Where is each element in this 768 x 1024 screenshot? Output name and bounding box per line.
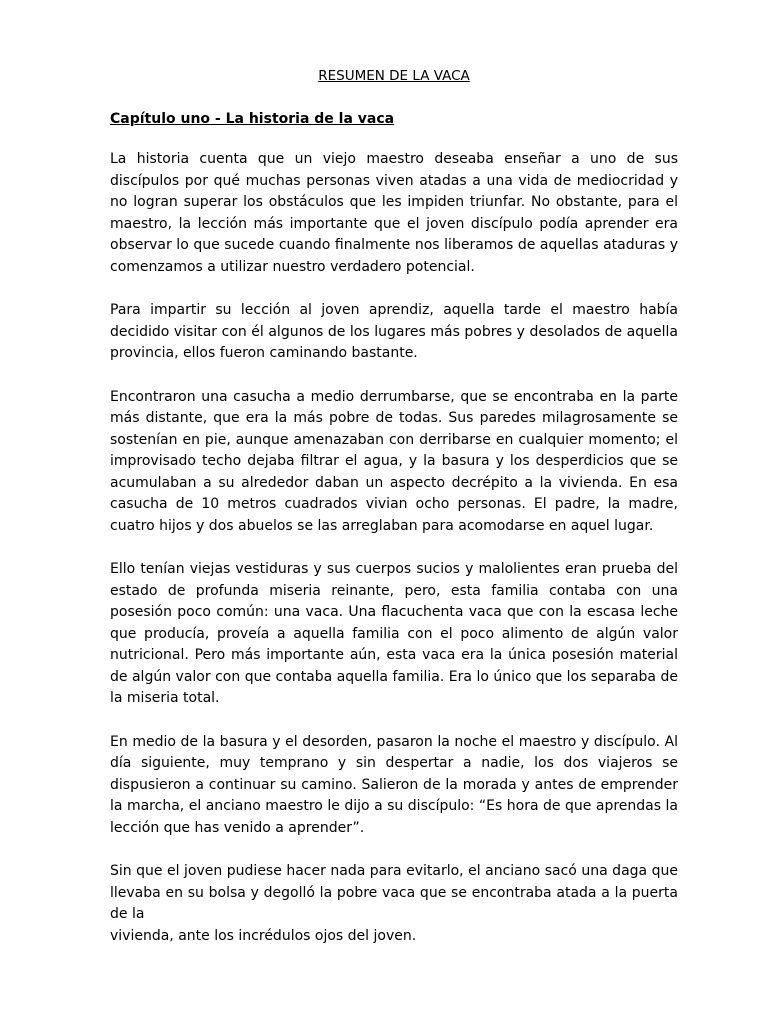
- paragraph: La historia cuenta que un viejo maestro deseaba enseñar a uno de sus discípulos por qué muchas personas viven atadas a una vida de mediocridad y no logran superar los obstáculos que les impiden triunfar. No obstante, para el maestro, la lección más importante que el joven discípulo podía aprender era observar lo que sucede cuando finalmente nos liberamos de aquellas ataduras y comenzamos a utilizar nuestro verdadero potencial.: [110, 151, 678, 275]
- paragraph: En medio de la basura y el desorden, pasaron la noche el maestro y discípulo. Al día siguiente, muy temprano y sin despertar a nadie, los dos viajeros se dispusieron a continuar su camino. Salieron de la morada y antes de emprender la marcha, el anciano maestro le dijo a su discípulo: “Es hora de que aprendas la lección que has venido a aprender”.: [110, 733, 678, 836]
- document-title: RESUMEN DE LA VACA: [318, 68, 470, 84]
- last-paragraph-text: Sin que el joven pudiese hacer nada para evitarlo, el anciano sacó una daga que llevaba en su bolsa y degolló la pobre vaca que se encontraba atada a la puerta de la: [110, 863, 678, 922]
- paragraph: Encontraron una casucha a medio derrumbarse, que se encontraba en la parte más distante, que era la más pobre de todas. Sus paredes milagrosamente se sostenían en pie, aunque amenazaban con derribarse en cualquier momento; el improvisado techo dejaba filtrar el agua, y la basura y los desperdicios que se acumulaban a su alrededor daban un aspecto decrépito a la vivienda. En esa casucha de 10 metros cuadrados vivian ocho personas. El padre, la madre, cuatro hijos y dos abuelos se las arreglaban para acomodarse en aquel lugar.: [110, 388, 678, 534]
- document-page: [110, 66, 678, 947]
- paragraph: Para impartir su lección al joven aprendiz, aquella tarde el maestro había decidido visitar con él algunos de los lugares más pobres y desolados de aquella provincia, ellos fueron caminando bastante.: [110, 302, 678, 361]
- paragraph: Ello tenían viejas vestiduras y sus cuerpos sucios y malolientes eran prueba del estado de profunda miseria reinante, pero, esta familia contaba con una posesión poco común: una vaca. Una flacuchenta vaca que con la escasa leche que producía, proveía a aquella familia con el poco alimento de algún valor nutricional. Pero más importante aún, esta vaca era la única posesión material de algún valor con que contaba aquella familia. Era lo único que los separaba de la miseria total.: [110, 561, 678, 706]
- last-paragraph-tail: vivienda, ante los incrédulos ojos del joven.: [110, 927, 417, 944]
- chapter-heading: Capítulo uno - La historia de la vaca: [110, 111, 395, 127]
- last-paragraph: [110, 861, 678, 947]
